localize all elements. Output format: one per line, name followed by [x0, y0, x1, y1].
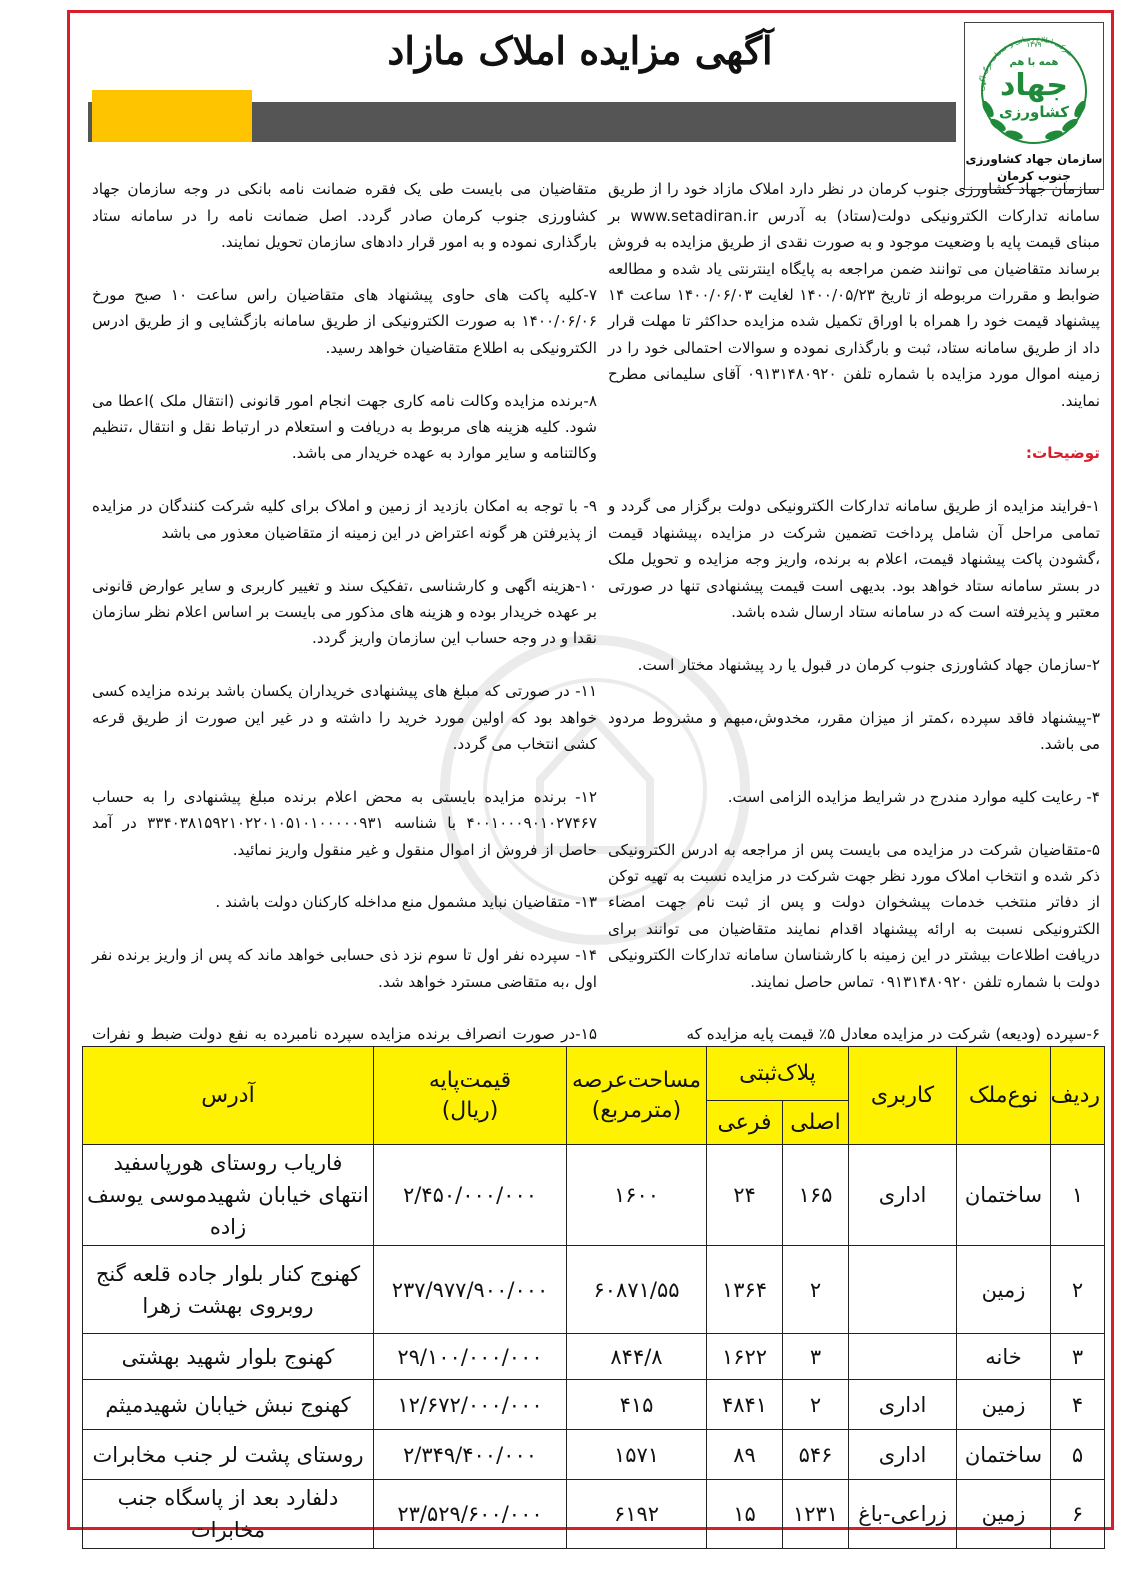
header-plate: پلاک‌ثبتی: [707, 1047, 849, 1101]
cell-row-number: ۶: [1051, 1480, 1105, 1549]
cell-usage: اداری: [849, 1145, 957, 1246]
cell-property-type: ساختمان: [957, 1145, 1051, 1246]
cell-row-number: ۵: [1051, 1430, 1105, 1480]
cell-usage: زراعی-باغ: [849, 1480, 957, 1549]
cell-price: ۲۹/۱۰۰/۰۰۰/۰۰۰: [374, 1334, 567, 1380]
table-row: [83, 1334, 1105, 1380]
note-item: ۸-برنده مزایده وکالت نامه کاری جهت انجام امور قانونی (انتقال ملک )اعطا می شود. کلیه هزینه های مربوط به دریافت و استعلام در ارتباط نقل و انتقال ،تنظیم وکالتنامه و سایر موارد به عهده خریدار می باشد.: [92, 391, 597, 463]
table-row: [83, 1480, 1105, 1549]
note-item: ۲-سازمان جهاد کشاورزی جنوب کرمان در قبول یا رد پیشنهاد مختار است.: [637, 655, 1100, 674]
cell-address: روستای پشت لر جنب مخابرات: [83, 1430, 374, 1480]
header-price-unit: (ریال): [441, 1097, 499, 1123]
cell-area: ۴۱۵: [567, 1380, 707, 1430]
cell-area: ۸۴۴/۸: [567, 1334, 707, 1380]
cell-property-type: زمین: [957, 1380, 1051, 1430]
note-item: ۹- با توجه به امکان بازدید از زمین و املاک برای کلیه شرکت کنندگان در مزایده از پذیرفتن هر گونه اعتراض در این زمینه از متقاضیان معذور می باشد: [92, 497, 597, 542]
cell-price: ۲۳/۵۲۹/۶۰۰/۰۰۰: [374, 1480, 567, 1549]
cell-plate-main: ۱۲۳۱: [783, 1480, 849, 1549]
notes-heading: توضیحات:: [1025, 444, 1100, 463]
note-item: ۱۱- در صورتی که مبلغ های پیشنهادی خریداران یکسان باشد برنده مزایده کسی خواهد بود که اولین مورد خرید را داشته و در غیر این صورت از طریق قرعه کشی انتخاب می گردد.: [92, 682, 597, 753]
cell-property-type: زمین: [957, 1246, 1051, 1334]
table-row: [83, 1145, 1105, 1246]
cell-usage: اداری: [849, 1430, 957, 1480]
note-item: ۶-سپرده (ودیعه) شرکت در مزایده معادل ۵٪ قیمت پایه مزایده که: [686, 1025, 1100, 1044]
cell-property-type: خانه: [957, 1334, 1051, 1380]
table-row: [83, 1246, 1105, 1334]
logo-arc-text: شرکت اطلاع رسانی و خدمات برگ آگهی: [977, 34, 1075, 92]
property-table: [82, 1046, 1105, 1549]
title-banner-accent: [92, 90, 252, 142]
cell-plate-main: ۲: [783, 1246, 849, 1334]
note-item: ۵-متقاضیان شرکت در مزایده می بایست پس از مراجعه به ادرس الکترونیکی ذکر شده و انتخاب املاک مورد نظر جهت شرکت در مزایده نسبت به تهیه توکن از دفاتر منتخب خدمات پیشخوان دولت و پس از ثبت نام جهت امضاء الکترونیکی نسبت به ارائه پیشنهاد اقدام نمایند متقاضیان می توانند برای دریافت اطلاعات بیشتر در این زمینه با کارشناسان سامانه تدارکات الکترونیکی دولت با شماره تلفن ۰۹۱۳۱۴۸۰۹۲۰ تماس حاصل نمایند.: [608, 840, 1100, 991]
cell-address: دلفارد بعد از پاسگاه جنب مخابرات: [83, 1480, 374, 1549]
cell-row-number: ۱: [1051, 1145, 1105, 1246]
logo-brand-main: جهاد: [999, 68, 1069, 103]
cell-plate-sub: ۸۹: [707, 1430, 783, 1480]
jahad-keshavarzi-emblem-icon: [968, 25, 1100, 151]
cell-plate-sub: ۱۳۶۴: [707, 1246, 783, 1334]
cell-usage: [849, 1246, 957, 1334]
cell-usage: [849, 1334, 957, 1380]
logo-caption-line1: سازمان جهاد کشاورزی: [965, 152, 1103, 166]
cell-address: کهنوج کنار بلوار جاده قلعه گنج روبروی بهشت زهرا: [83, 1246, 374, 1334]
table-row: [83, 1430, 1105, 1480]
header-usage: کاربری: [849, 1047, 957, 1145]
note-item: متقاضیان می بایست طی یک فقره ضمانت نامه بانکی در وجه سازمان جهاد کشاورزی جنوب کرمان صادر گردد. اصل ضمانت نامه را در سامانه ستاد بارگذاری نموده و به امور قرار دادهای سازمان تحویل نمایند.: [92, 180, 597, 252]
cell-area: ۶۱۹۲: [567, 1480, 707, 1549]
header-plate-sub: فرعی: [707, 1101, 783, 1145]
cell-address: فاریاب روستای هورپاسفید انتهای خیابان شهیدموسی یوسف زاده: [83, 1145, 374, 1246]
note-item: ۱-فرایند مزایده از طریق سامانه تدارکات الکترونیکی دولت برگزار می گردد و تمامی مراحل آن شامل پرداخت تضمین شرکت در مزایده ،پیشنهاد قیمت ،گشودن پاکت پیشنهاد قیمت، اعلام به برنده، واریز وجه مزایده و تحویل ملک در بستر سامانه ستاد خواهد بود. بدیهی است قیمت پیشنهادی تنها در صورتی معتبر و پذیرفته است که در سامانه ستاد ارسال شده باشد.: [608, 497, 1100, 621]
cell-price: ۲/۳۴۹/۴۰۰/۰۰۰: [374, 1430, 567, 1480]
cell-area: ۱۶۰۰: [567, 1145, 707, 1246]
header-address: آدرس: [83, 1047, 374, 1145]
note-item: ۴- رعایت کلیه موارد مندرج در شرایط مزایده الزامی است.: [727, 787, 1100, 806]
table-row: [83, 1380, 1105, 1430]
cell-plate-sub: ۴۸۴۱: [707, 1380, 783, 1430]
logo-caption-line2: جنوب کرمان: [997, 169, 1071, 183]
cell-plate-main: ۳: [783, 1334, 849, 1380]
header-plate-main: اصلی: [783, 1101, 849, 1145]
note-item: ۱۲- برنده مزایده بایستی به محض اعلام برنده مبلغ پیشنهادی را به حساب ۴۰۰۱۰۰۰۹۰۱۰۲۷۴۶۷ با شناسه ۳۳۴۰۳۸۱۵۹۲۱۰۲۲۰۱۰۵۱۰۱۰۰۰۰۰۹۳۱ در آمد حاصل از فروش از اموال منقول و غیر منقول واریز نمائید.: [92, 787, 597, 859]
note-item: ۱۵-در صورت انصراف برنده مزایده سپرده نامبرده به نفع دولت ضبط و نفرات: [92, 1025, 597, 1044]
cell-area: ۶۰۸۷۱/۵۵: [567, 1246, 707, 1334]
cell-plate-main: ۲: [783, 1380, 849, 1430]
cell-area: ۱۵۷۱: [567, 1430, 707, 1480]
header-property-type: نوع‌ملک: [957, 1047, 1051, 1145]
cell-plate-sub: ۲۴: [707, 1145, 783, 1246]
cell-row-number: ۳: [1051, 1334, 1105, 1380]
cell-plate-main: ۵۴۶: [783, 1430, 849, 1480]
header-price: [374, 1047, 567, 1145]
header-price-label: قیمت‌پایه: [428, 1067, 512, 1093]
header-row-number: ردیف: [1051, 1047, 1105, 1145]
logo-year: ۱۳۷۹: [1026, 41, 1042, 49]
header-area-unit: (مترمربع): [591, 1097, 682, 1123]
cell-plate-main: ۱۶۵: [783, 1145, 849, 1246]
page-title: آگهی مزایده املاک مازاد: [387, 28, 773, 73]
cell-price: ۱۲/۶۷۲/۰۰۰/۰۰۰: [374, 1380, 567, 1430]
note-item: ۱۴- سپرده نفر اول تا سوم نزد ذی حسابی خواهد ماند که پس از واریز برنده نفر اول ،به متقاضی مسترد خواهد شد.: [92, 946, 597, 991]
cell-plate-sub: ۱۵: [707, 1480, 783, 1549]
cell-plate-sub: ۱۶۲۲: [707, 1334, 783, 1380]
text-column-left: [92, 150, 597, 1101]
logo-brand-sub: کشاورزی: [999, 103, 1069, 121]
note-item: ۳-پیشنهاد فاقد سپرده ،کمتر از میزان مقرر، مخدوش،مبهم و مشروط مردود می باشد.: [608, 708, 1100, 753]
cell-address: کهنوج نبش خیابان شهیدمیثم: [83, 1380, 374, 1430]
cell-address: کهنوج بلوار شهید بهشتی: [83, 1334, 374, 1380]
cell-row-number: ۲: [1051, 1246, 1105, 1334]
cell-usage: اداری: [849, 1380, 957, 1430]
header-area: [567, 1047, 707, 1145]
note-item: ۱۳- متقاضیان نباید مشمول منع مداخله کارکنان دولت باشند .: [215, 893, 597, 912]
intro-paragraph: سازمان جهاد کشاورزی جنوب کرمان در نظر دارد املاک مازاد خود را از طریق سامانه تدارکات الکترونیکی دولت(ستاد) به آدرس www.setadiran.ir بر مبنای قیمت پایه با وضعیت موجود و به صورت نقدی از طریق مزایده به فروش برساند متقاضیان می توانند ضمن مراجعه به پایگاه اینترنتی یاد شده و مطالعه ضوابط و مقررات مربوطه از تاریخ ۱۴۰۰/۰۵/۲۳ لغایت ۱۴۰۰/۰۶/۰۳ ساعت ۱۴ پیشنهاد قیمت خود را همراه با اوراق تکمیل شده مزایده حداکثر تا مهلت قرار داد از طریق سامانه ستاد، ثبت و بارگذاری نموده و سوالات احتمالی خود را در زمینه اموال مورد مزایده با شماره تلفن ۰۹۱۳۱۴۸۰۹۲۰ آقای سلیمانی مطرح نمایند.: [608, 180, 1101, 410]
cell-row-number: ۴: [1051, 1380, 1105, 1430]
cell-property-type: ساختمان: [957, 1430, 1051, 1480]
text-column-right: [608, 150, 1100, 1074]
header-area-label: مساحت‌عرصه: [571, 1067, 702, 1093]
note-item: ۱۰-هزینه اگهی و کارشناسی ،تفکیک سند و تغییر کاربری و سایر عوارض قانونی بر عهده خریدار بوده و هزینه های مذکور می بایست بر اساس اعلام نظر سازمان نقدا و در وجه حساب این سازمان واریز گردد.: [92, 576, 597, 648]
cell-property-type: زمین: [957, 1480, 1051, 1549]
cell-price: ۲/۴۵۰/۰۰۰/۰۰۰: [374, 1145, 567, 1246]
note-item: ۷-کلیه پاکت های حاوی پیشنهاد های متقاضیان راس ساعت ۱۰ صبح مورخ ۱۴۰۰/۰۶/۰۶ به صورت الکترونیکی از طریق سامانه بازگشایی و از طریق ادرس الکترونیکی به اطلاع متقاضیان خواهد رسید.: [92, 286, 597, 357]
logo-brand-top: همه با هم: [1009, 57, 1059, 68]
cell-price: ۲۳۷/۹۷۷/۹۰۰/۰۰۰: [374, 1246, 567, 1334]
